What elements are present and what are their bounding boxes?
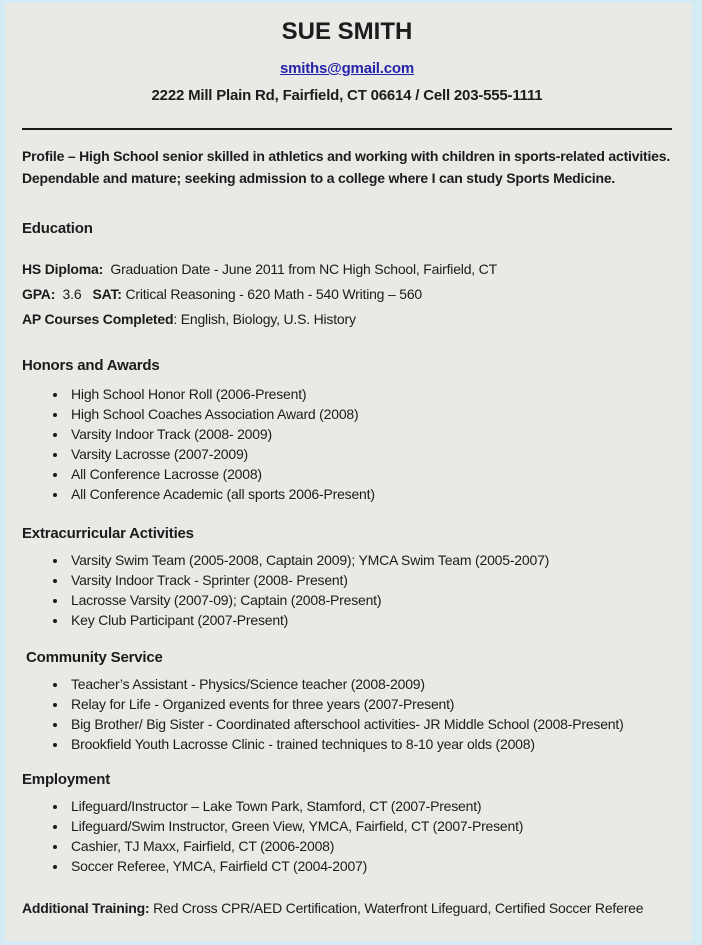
- honors-list: [22, 384, 672, 504]
- section-title-education: Education: [22, 220, 93, 237]
- section-employment: [22, 770, 672, 876]
- section-title-extracurricular: Extracurricular Activities: [22, 525, 194, 542]
- education-line-gpa-sat: [22, 282, 672, 307]
- section-education: [22, 219, 672, 332]
- list-item: • Lifeguard/Instructor – Lake Town Park, Stamford, CT (2007-Present): [68, 796, 672, 816]
- list-item: • Varsity Indoor Track (2008- 2009): [68, 424, 672, 444]
- section-title-honors-awards: Honors and Awards: [22, 357, 160, 374]
- list-item: • Brookfield Youth Lacrosse Clinic - trained techniques to 8-10 year olds (2008): [68, 734, 672, 754]
- list-item: • Big Brother/ Big Sister - Coordinated afterschool activities- JR Middle School (2008-Present): [68, 714, 672, 734]
- email-row: [22, 59, 672, 79]
- section-extracurricular: [22, 524, 672, 630]
- section-title-community-service: Community Service: [22, 649, 163, 666]
- education-label: GPA:: [22, 286, 56, 302]
- list-item: • Key Club Participant (2007-Present): [68, 610, 672, 630]
- education-value: : English, Biology, U.S. History: [173, 311, 356, 327]
- list-item: • Lacrosse Varsity (2007-09); Captain (2008-Present): [68, 590, 672, 610]
- list-item: • All Conference Lacrosse (2008): [68, 464, 672, 484]
- education-label: HS Diploma:: [22, 261, 104, 277]
- education-value: Graduation Date - June 2011 from NC High School, Fairfield, CT: [103, 261, 497, 277]
- profile-summary: Profile – High School senior skilled in athletics and working with children in sports-related activities. Dependable and mature; seeking admission to a college where I can study Sports Medicine.: [22, 148, 674, 186]
- list-item: • Relay for Life - Organized events for three years (2007-Present): [68, 694, 672, 714]
- resume-document: [5, 3, 692, 941]
- education-lines: [22, 257, 672, 332]
- list-item: • All Conference Academic (all sports 2006-Present): [68, 484, 672, 504]
- section-community-service: [22, 648, 672, 754]
- additional-training-text: Red Cross CPR/AED Certification, Waterfront Lifeguard, Certified Soccer Referee: [149, 900, 644, 916]
- list-item: • Varsity Swim Team (2005-2008, Captain 2009); YMCA Swim Team (2005-2007): [68, 550, 672, 570]
- education-line-diploma: [22, 257, 672, 282]
- list-item: • Soccer Referee, YMCA, Fairfield CT (2004-2007): [68, 856, 672, 876]
- address-line: 2222 Mill Plain Rd, Fairfield, CT 06614 / Cell 203-555-1111: [151, 87, 543, 104]
- resume-header: [22, 17, 672, 106]
- employment-list: [22, 796, 672, 876]
- section-title-employment: Employment: [22, 771, 111, 788]
- email-link[interactable]: smiths@gmail.com: [280, 60, 414, 77]
- candidate-name: SUE SMITH: [281, 18, 413, 45]
- list-item: • Lifeguard/Swim Instructor, Green View, YMCA, Fairfield, CT (2007-Present): [68, 816, 672, 836]
- additional-training-line: [22, 898, 672, 918]
- list-item: • Varsity Indoor Track - Sprinter (2008- Present): [68, 570, 672, 590]
- extracurricular-list: [22, 550, 672, 630]
- education-line-ap-courses: [22, 307, 672, 332]
- community-service-list: [22, 674, 672, 754]
- list-item: • High School Coaches Association Award (2008): [68, 404, 672, 424]
- list-item: • High School Honor Roll (2006-Present): [68, 384, 672, 404]
- list-item: • Varsity Lacrosse (2007-2009): [68, 444, 672, 464]
- list-item: • Cashier, TJ Maxx, Fairfield, CT (2006-2008): [68, 836, 672, 856]
- education-value: Critical Reasoning - 620 Math - 540 Writing – 560: [121, 286, 422, 302]
- education-label: SAT:: [92, 286, 122, 302]
- additional-training-label: Additional Training:: [22, 900, 150, 916]
- education-label: AP Courses Completed: [22, 311, 174, 327]
- section-honors-awards: [22, 356, 672, 504]
- education-value: 3.6: [55, 286, 93, 302]
- header-divider: [22, 128, 672, 130]
- list-item: • Teacher’s Assistant - Physics/Science teacher (2008-2009): [68, 674, 672, 694]
